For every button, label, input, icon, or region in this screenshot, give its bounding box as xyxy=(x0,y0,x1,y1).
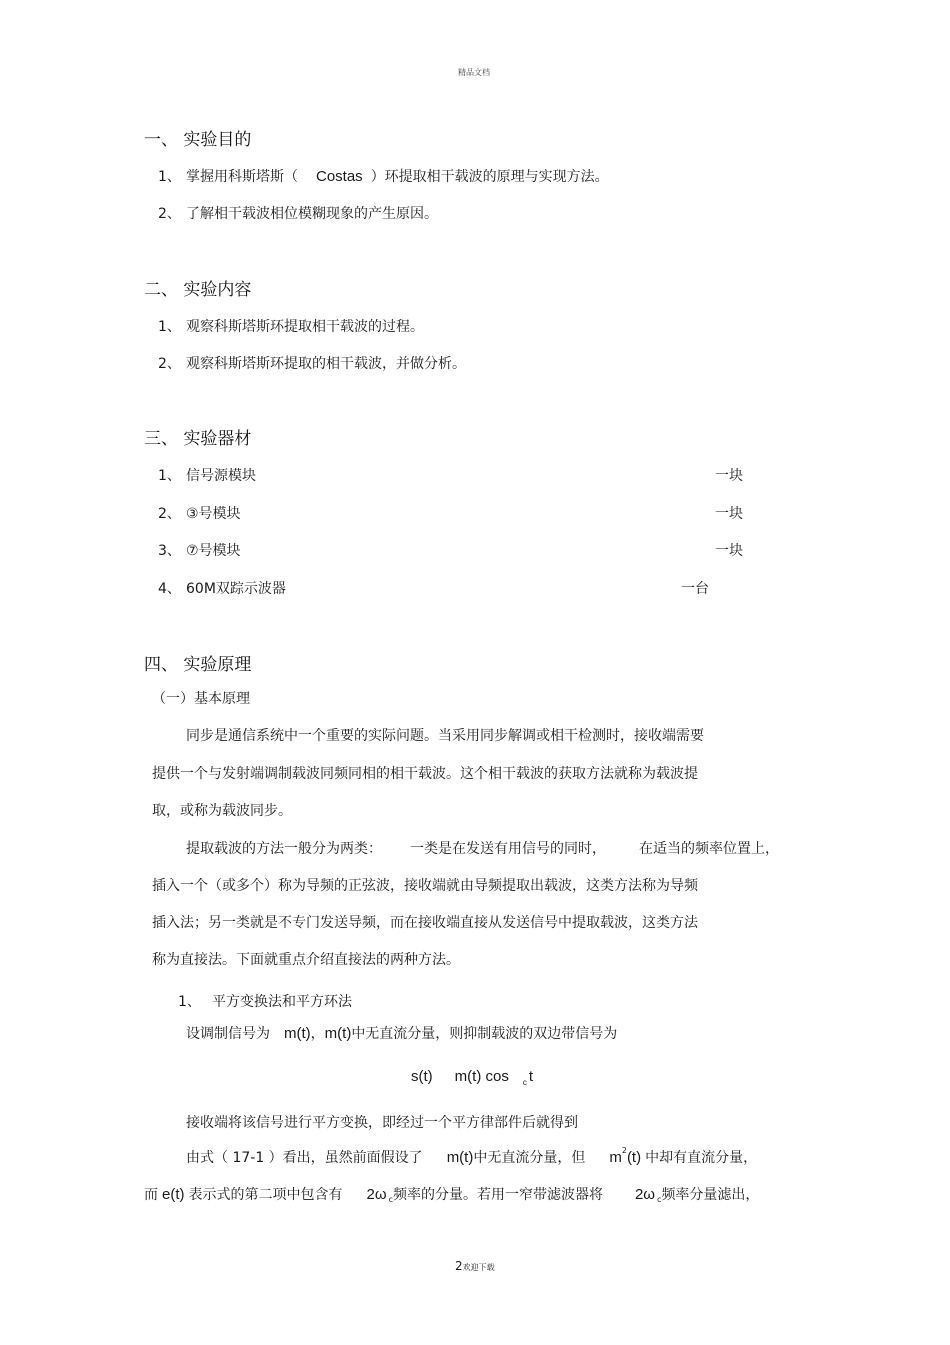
list-number: 1、 xyxy=(158,468,181,484)
section-title-content: 二、 实验内容 xyxy=(144,280,252,300)
list-number: 1、 xyxy=(178,994,201,1010)
equipment-qty: 一块 xyxy=(715,543,743,559)
page-number: 2 xyxy=(455,1259,463,1273)
subsection-title: 平方变换法和平方环法 xyxy=(212,994,352,1010)
paragraph-line: 接收端将该信号进行平方变换，即经过一个平方律部件后就得到 xyxy=(186,1115,578,1131)
paragraph-line: 插入法；另一类就是不专门发送导频，而在接收端直接从发送信号中提取载波，这类方法 xyxy=(152,915,698,931)
list-number: 1、 xyxy=(158,319,181,335)
equipment-qty: 一块 xyxy=(715,506,743,522)
list-number: 2、 xyxy=(158,506,181,522)
equipment-qty: 一块 xyxy=(715,468,743,484)
page-header: 精品文档 xyxy=(458,68,490,77)
section-title-equipment: 三、 实验器材 xyxy=(144,429,252,449)
paragraph-line: 由式（ 17-1 ）看出，虽然前面假设了 m(t)中无直流分量，但 $m^2(t)$ 中却有直流分量， xyxy=(186,1146,758,1166)
paragraph-line: 取，或称为载波同步。 xyxy=(152,803,292,819)
equation: s(t) m(t) cos $_c$ t xyxy=(411,1068,534,1087)
list-item-text: 了解相干载波相位模糊现象的产生原因。 xyxy=(186,206,438,222)
equipment-name: ⑦号模块 xyxy=(186,543,241,559)
section-title-purpose: 一、 实验目的 xyxy=(144,130,252,150)
paragraph-line: 提取载波的方法一般分为两类： 一类是在发送有用信号的同时， 在适当的频率位置上， xyxy=(186,841,779,857)
paragraph-line: 而 e(t) 表示式的第二项中包含有 2ω $_c$频率的分量。若用一窄带滤波器将 2ω $_c$频率分量滤出， xyxy=(144,1186,760,1204)
paragraph-line: 称为直接法。下面就重点介绍直接法的两种方法。 xyxy=(152,952,460,968)
equipment-name: ③号模块 xyxy=(186,506,241,522)
equipment-name: 信号源模块 xyxy=(186,468,256,484)
paragraph-line: 插入一个（或多个）称为导频的正弦波，接收端就由导频提取出载波，这类方法称为导频 xyxy=(152,878,698,894)
list-number: 2、 xyxy=(158,356,181,372)
list-number: 2、 xyxy=(158,206,181,222)
list-number: 1、 xyxy=(158,169,181,185)
list-number: 3、 xyxy=(158,543,181,559)
list-item-text: 观察科斯塔斯环提取的相干载波，并做分析。 xyxy=(186,356,466,372)
section-title-principle: 四、 实验原理 xyxy=(144,655,252,675)
paragraph-line: 提供一个与发射端调制载波同频同相的相干载波。这个相干载波的获取方法就称为载波提 xyxy=(152,766,698,782)
subsection-title: （一）基本原理 xyxy=(152,691,250,707)
list-item-text: 掌握用科斯塔斯（ Costas ）环提取相干载波的原理与实现方法。 xyxy=(186,168,609,185)
equipment-qty: 一台 xyxy=(681,581,709,597)
list-number: 4、 xyxy=(158,581,181,597)
footer-text: 欢迎下载 xyxy=(462,1263,495,1272)
page-footer xyxy=(455,1259,495,1273)
list-item-text: 观察科斯塔斯环提取相干载波的过程。 xyxy=(186,319,424,335)
paragraph-line: 设调制信号为 m(t)，m(t)中无直流分量，则抑制载波的双边带信号为 xyxy=(186,1025,618,1042)
equipment-name: 60M双踪示波器 xyxy=(186,581,286,597)
paragraph-line: 同步是通信系统中一个重要的实际问题。当采用同步解调或相干检测时，接收端需要 xyxy=(186,728,704,744)
